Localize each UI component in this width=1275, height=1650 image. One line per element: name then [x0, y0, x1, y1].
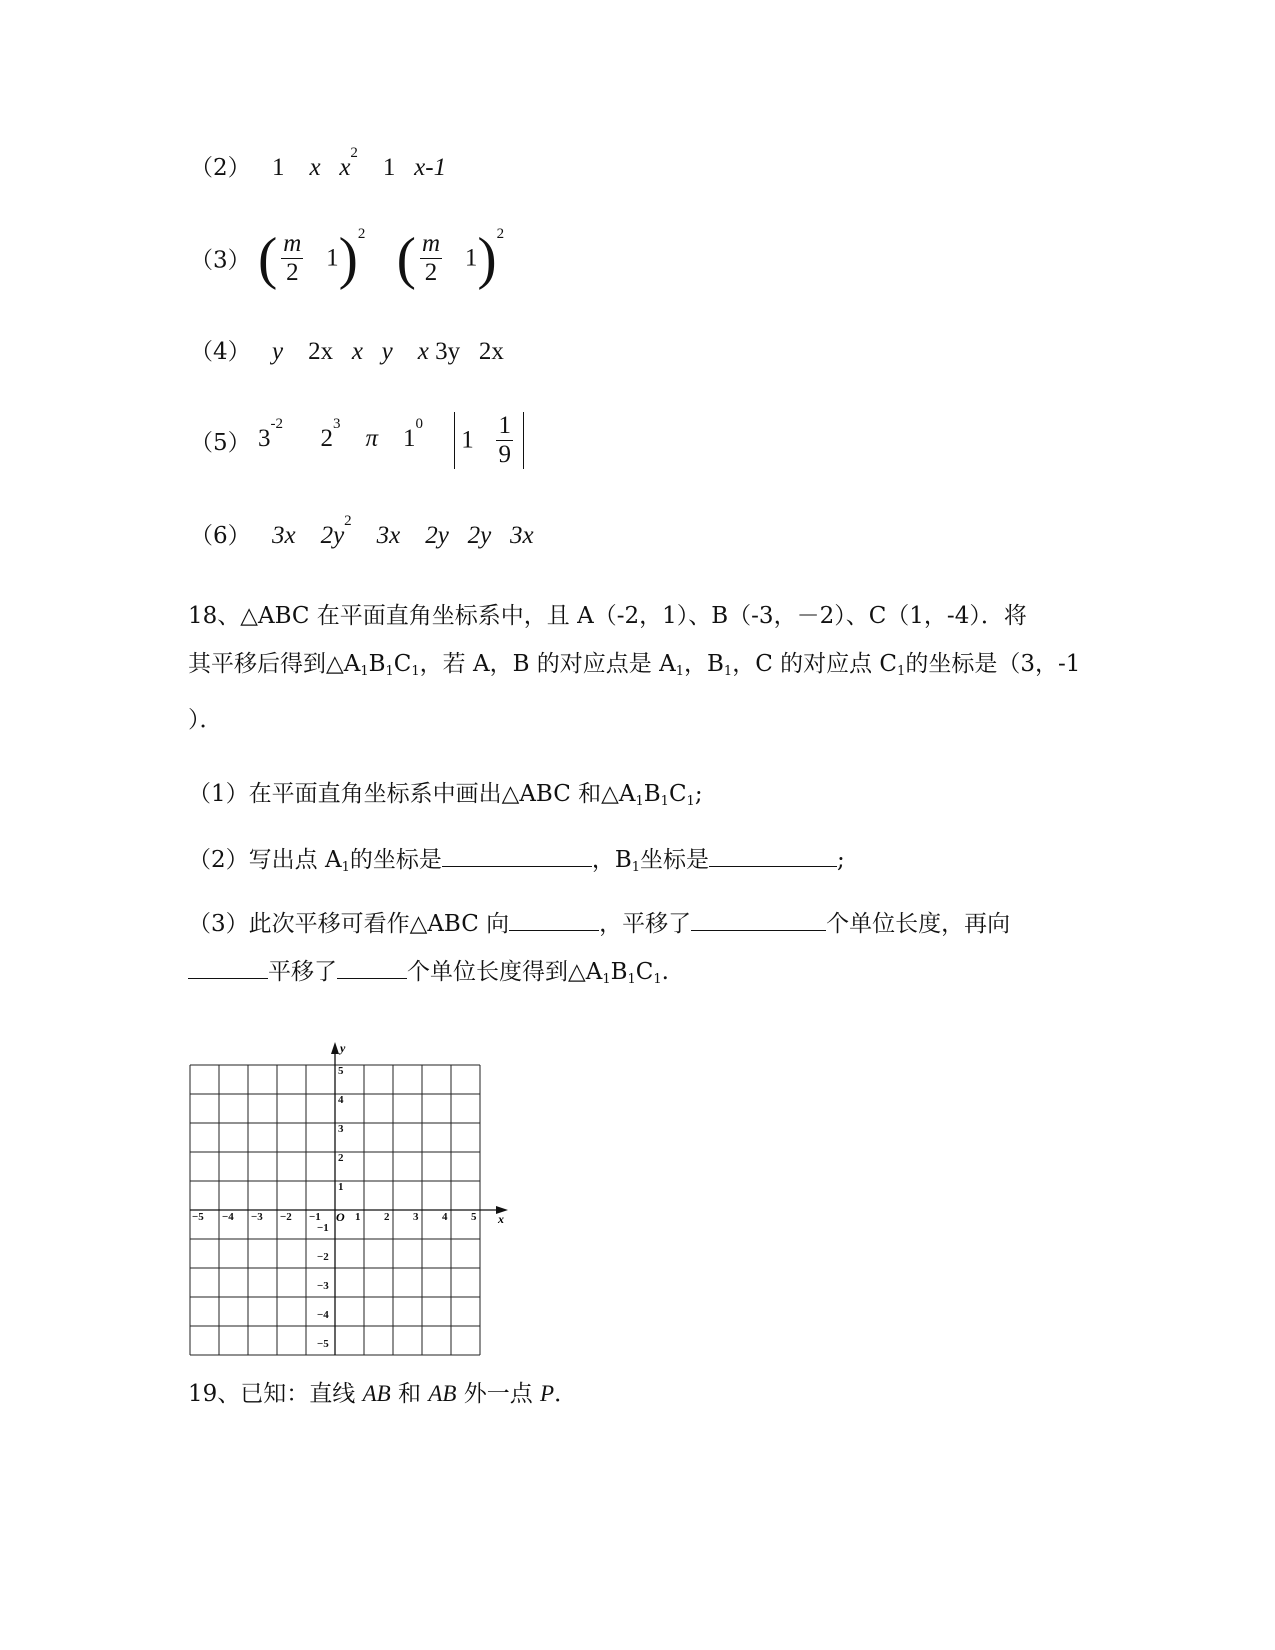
svg-text:1: 1 [338, 1181, 344, 1193]
answer-blank-units-2[interactable] [337, 956, 407, 979]
q18-line-2: 其平移后得到$\triangle A_1B_1C_1$，若 A，B 的对应点是 $A_1$，$B_1$，C 的对应点 $C_1$的坐标是（3，-1 [188, 651, 1081, 679]
question-18 [188, 592, 1088, 744]
q18-sub-2: （2）写出点 $A_1$的坐标是 ，$B_1$坐标是 ; [188, 836, 1088, 892]
item-6-number: （6） [190, 523, 251, 549]
svg-text:2: 2 [338, 1152, 344, 1164]
y-axis-arrow [331, 1042, 339, 1054]
svg-text:−2: −2 [317, 1251, 329, 1263]
y-axis-label: y [340, 1041, 346, 1055]
question-19: 19、已知：直线 AB 和 AB 外一点 P． [188, 1381, 578, 1407]
item-2-expression: 1 x $x^2$ 1 x-1 [271, 145, 447, 181]
answer-blank-a1[interactable] [442, 844, 592, 867]
q18-sub-3: （3）此次平移可看作△ABC 向 ，平移了 个单位长度，再向 平移了 个单位长度得到$\triangle A_1B_1C_1$. [188, 900, 1088, 1004]
svg-text:5: 5 [338, 1065, 344, 1077]
q18-line-1: 18、△ABC 在平面直角坐标系中，且 A（-2，1）、B（-3，－2）、C（1，-4）．将 [188, 603, 1027, 629]
item-6-expression: 3x $2y^2$ 3x 2y 2y 3x [271, 513, 534, 549]
svg-text:5: 5 [471, 1211, 477, 1223]
svg-text:−3: −3 [317, 1280, 329, 1292]
answer-blank-b1[interactable] [709, 844, 837, 867]
answer-blank-direction-1[interactable] [509, 908, 599, 931]
svg-text:−4: −4 [317, 1309, 329, 1321]
item-6 [190, 513, 534, 550]
item-5 [190, 412, 524, 469]
svg-text:2: 2 [384, 1211, 390, 1223]
item-3-expression: ( $\frac{m}{2}$ 1)$^2$ ( $\frac{m}{2}$ 1)$^2$ [257, 225, 505, 291]
svg-text:4: 4 [338, 1094, 344, 1106]
x-axis-label: x [498, 1212, 504, 1226]
svg-text:3: 3 [338, 1123, 344, 1135]
svg-text:−5: −5 [192, 1211, 204, 1223]
svg-text:−5: −5 [317, 1338, 329, 1350]
item-2 [190, 145, 446, 182]
svg-text:3: 3 [413, 1211, 419, 1223]
item-3-number: （3） [190, 247, 251, 274]
coordinate-grid[interactable] [180, 1040, 520, 1390]
item-5-number: （5） [190, 430, 251, 456]
grid-svg [180, 1040, 520, 1390]
svg-text:−3: −3 [251, 1211, 263, 1223]
svg-text:−1: −1 [309, 1211, 321, 1223]
item-3 [190, 225, 505, 291]
svg-text:−2: −2 [280, 1211, 292, 1223]
origin-label: O [336, 1210, 345, 1224]
q18-line-3: ）． [188, 707, 223, 733]
svg-text:−1: −1 [317, 1222, 329, 1234]
item-4-number: （4） [190, 339, 251, 365]
y-tick-labels [317, 1065, 344, 1350]
item-4-expression: y 2x x y x 3y 2x [271, 338, 504, 365]
q18-sub-1: （1）在平面直角坐标系中画出△ABC 和$\triangle A_1B_1C_1$; [188, 781, 703, 809]
item-4 [190, 333, 504, 366]
item-2-number: （2） [190, 155, 251, 181]
item-5-expression: $3^{-2}$ $2^3$ π $1^0$ 1 $\frac{1}{9}$ [258, 425, 524, 452]
svg-text:−4: −4 [222, 1211, 234, 1223]
answer-blank-direction-2[interactable] [188, 956, 268, 979]
svg-text:4: 4 [442, 1211, 448, 1223]
svg-text:1: 1 [355, 1211, 361, 1223]
answer-blank-units-1[interactable] [691, 908, 826, 931]
